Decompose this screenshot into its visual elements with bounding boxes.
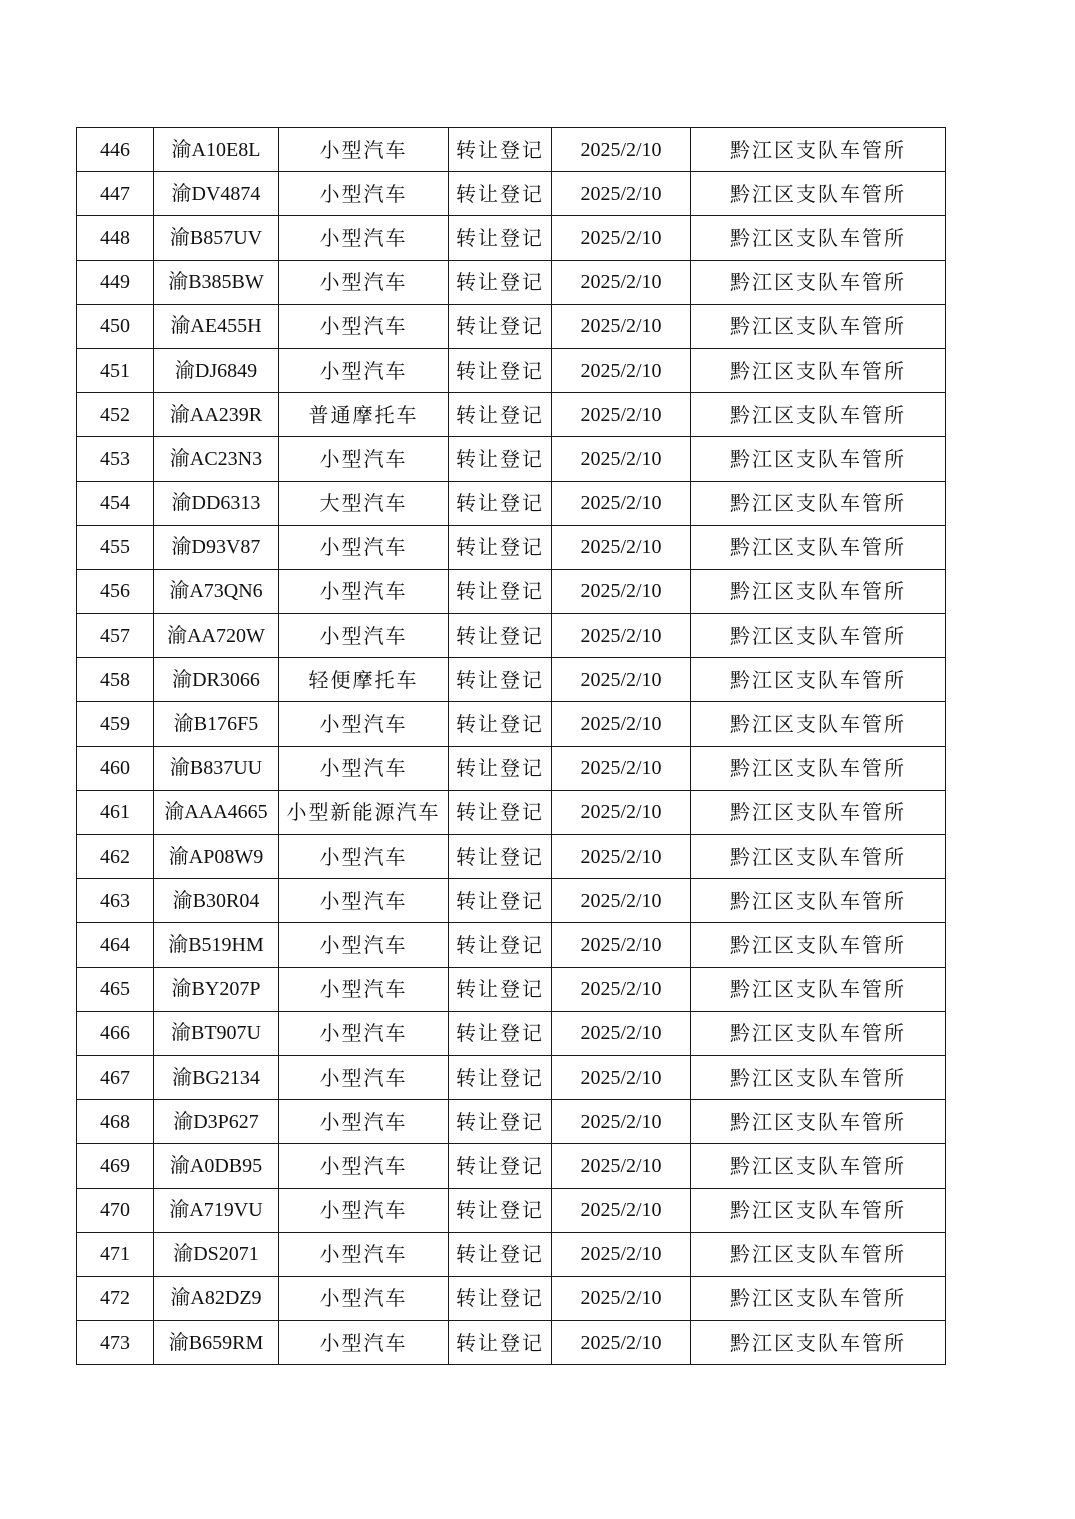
vehicle-type-cell: 小型汽车 — [279, 967, 449, 1011]
business-type-cell: 转让登记 — [449, 923, 552, 967]
date-cell: 2025/2/10 — [552, 1144, 691, 1188]
plate-number-cell: 渝BT907U — [154, 1011, 279, 1055]
business-type-cell: 转让登记 — [449, 1232, 552, 1276]
row-number-cell: 467 — [77, 1055, 154, 1099]
table-row — [77, 348, 946, 392]
table-row — [77, 1232, 946, 1276]
office-cell: 黔江区支队车管所 — [691, 923, 946, 967]
business-type-cell: 转让登记 — [449, 260, 552, 304]
row-number-cell: 456 — [77, 569, 154, 613]
office-cell: 黔江区支队车管所 — [691, 1232, 946, 1276]
vehicle-type-cell: 小型汽车 — [279, 614, 449, 658]
business-type-cell: 转让登记 — [449, 967, 552, 1011]
plate-number-cell: 渝AAA4665 — [154, 790, 279, 834]
plate-number-cell: 渝B519HM — [154, 923, 279, 967]
date-cell: 2025/2/10 — [552, 1011, 691, 1055]
office-cell: 黔江区支队车管所 — [691, 879, 946, 923]
office-cell: 黔江区支队车管所 — [691, 216, 946, 260]
plate-number-cell: 渝B176F5 — [154, 702, 279, 746]
plate-number-cell: 渝DV4874 — [154, 172, 279, 216]
row-number-cell: 465 — [77, 967, 154, 1011]
table-row — [77, 481, 946, 525]
office-cell: 黔江区支队车管所 — [691, 1321, 946, 1365]
row-number-cell: 457 — [77, 614, 154, 658]
office-cell: 黔江区支队车管所 — [691, 658, 946, 702]
business-type-cell: 转让登记 — [449, 658, 552, 702]
table-row — [77, 216, 946, 260]
vehicle-type-cell: 小型汽车 — [279, 569, 449, 613]
vehicle-type-cell: 小型汽车 — [279, 702, 449, 746]
business-type-cell: 转让登记 — [449, 879, 552, 923]
date-cell: 2025/2/10 — [552, 437, 691, 481]
table-row — [77, 879, 946, 923]
date-cell: 2025/2/10 — [552, 879, 691, 923]
plate-number-cell: 渝BG2134 — [154, 1055, 279, 1099]
vehicle-type-cell: 小型汽车 — [279, 172, 449, 216]
vehicle-type-cell: 小型汽车 — [279, 525, 449, 569]
vehicle-type-cell: 小型汽车 — [279, 1100, 449, 1144]
date-cell: 2025/2/10 — [552, 746, 691, 790]
business-type-cell: 转让登记 — [449, 481, 552, 525]
row-number-cell: 449 — [77, 260, 154, 304]
date-cell: 2025/2/10 — [552, 614, 691, 658]
row-number-cell: 454 — [77, 481, 154, 525]
row-number-cell: 464 — [77, 923, 154, 967]
plate-number-cell: 渝A10E8L — [154, 128, 279, 172]
office-cell: 黔江区支队车管所 — [691, 304, 946, 348]
business-type-cell: 转让登记 — [449, 128, 552, 172]
office-cell: 黔江区支队车管所 — [691, 1144, 946, 1188]
table-row — [77, 746, 946, 790]
business-type-cell: 转让登记 — [449, 1144, 552, 1188]
vehicle-type-cell: 普通摩托车 — [279, 393, 449, 437]
vehicle-type-cell: 小型汽车 — [279, 260, 449, 304]
table-row — [77, 304, 946, 348]
row-number-cell: 472 — [77, 1276, 154, 1320]
date-cell: 2025/2/10 — [552, 260, 691, 304]
plate-number-cell: 渝AA720W — [154, 614, 279, 658]
row-number-cell: 459 — [77, 702, 154, 746]
plate-number-cell: 渝A0DB95 — [154, 1144, 279, 1188]
office-cell: 黔江区支队车管所 — [691, 1055, 946, 1099]
date-cell: 2025/2/10 — [552, 569, 691, 613]
plate-number-cell: 渝B837UU — [154, 746, 279, 790]
vehicle-type-cell: 小型汽车 — [279, 128, 449, 172]
plate-number-cell: 渝DS2071 — [154, 1232, 279, 1276]
plate-number-cell: 渝DR3066 — [154, 658, 279, 702]
vehicle-type-cell: 小型汽车 — [279, 1011, 449, 1055]
date-cell: 2025/2/10 — [552, 702, 691, 746]
office-cell: 黔江区支队车管所 — [691, 260, 946, 304]
date-cell: 2025/2/10 — [552, 1276, 691, 1320]
office-cell: 黔江区支队车管所 — [691, 437, 946, 481]
business-type-cell: 转让登记 — [449, 1055, 552, 1099]
plate-number-cell: 渝A73QN6 — [154, 569, 279, 613]
plate-number-cell: 渝A719VU — [154, 1188, 279, 1232]
table-row — [77, 260, 946, 304]
business-type-cell: 转让登记 — [449, 614, 552, 658]
date-cell: 2025/2/10 — [552, 525, 691, 569]
office-cell: 黔江区支队车管所 — [691, 790, 946, 834]
row-number-cell: 469 — [77, 1144, 154, 1188]
row-number-cell: 451 — [77, 348, 154, 392]
table-row — [77, 437, 946, 481]
row-number-cell: 452 — [77, 393, 154, 437]
row-number-cell: 466 — [77, 1011, 154, 1055]
table-row — [77, 1055, 946, 1099]
date-cell: 2025/2/10 — [552, 1055, 691, 1099]
table-body — [77, 128, 946, 1365]
plate-number-cell: 渝B659RM — [154, 1321, 279, 1365]
business-type-cell: 转让登记 — [449, 1100, 552, 1144]
business-type-cell: 转让登记 — [449, 702, 552, 746]
office-cell: 黔江区支队车管所 — [691, 525, 946, 569]
date-cell: 2025/2/10 — [552, 1100, 691, 1144]
date-cell: 2025/2/10 — [552, 835, 691, 879]
plate-number-cell: 渝D3P627 — [154, 1100, 279, 1144]
date-cell: 2025/2/10 — [552, 348, 691, 392]
vehicle-type-cell: 小型汽车 — [279, 879, 449, 923]
table-row — [77, 702, 946, 746]
row-number-cell: 468 — [77, 1100, 154, 1144]
table-row — [77, 835, 946, 879]
office-cell: 黔江区支队车管所 — [691, 172, 946, 216]
table-row — [77, 128, 946, 172]
table-row — [77, 1144, 946, 1188]
office-cell: 黔江区支队车管所 — [691, 746, 946, 790]
office-cell: 黔江区支队车管所 — [691, 614, 946, 658]
plate-number-cell: 渝DD6313 — [154, 481, 279, 525]
plate-number-cell: 渝B385BW — [154, 260, 279, 304]
date-cell: 2025/2/10 — [552, 1188, 691, 1232]
table-row — [77, 1276, 946, 1320]
vehicle-type-cell: 小型汽车 — [279, 835, 449, 879]
office-cell: 黔江区支队车管所 — [691, 702, 946, 746]
plate-number-cell: 渝AP08W9 — [154, 835, 279, 879]
vehicle-record-table — [76, 127, 946, 1365]
vehicle-type-cell: 轻便摩托车 — [279, 658, 449, 702]
date-cell: 2025/2/10 — [552, 658, 691, 702]
business-type-cell: 转让登记 — [449, 746, 552, 790]
vehicle-type-cell: 小型汽车 — [279, 437, 449, 481]
plate-number-cell: 渝AA239R — [154, 393, 279, 437]
office-cell: 黔江区支队车管所 — [691, 835, 946, 879]
vehicle-type-cell: 小型汽车 — [279, 216, 449, 260]
vehicle-type-cell: 小型汽车 — [279, 348, 449, 392]
table-row — [77, 923, 946, 967]
date-cell: 2025/2/10 — [552, 393, 691, 437]
table-row — [77, 614, 946, 658]
business-type-cell: 转让登记 — [449, 569, 552, 613]
table-row — [77, 790, 946, 834]
plate-number-cell: 渝B857UV — [154, 216, 279, 260]
business-type-cell: 转让登记 — [449, 1321, 552, 1365]
date-cell: 2025/2/10 — [552, 967, 691, 1011]
office-cell: 黔江区支队车管所 — [691, 1276, 946, 1320]
plate-number-cell: 渝B30R04 — [154, 879, 279, 923]
table-row — [77, 525, 946, 569]
table-row — [77, 569, 946, 613]
row-number-cell: 455 — [77, 525, 154, 569]
vehicle-type-cell: 小型汽车 — [279, 1188, 449, 1232]
plate-number-cell: 渝AC23N3 — [154, 437, 279, 481]
plate-number-cell: 渝DJ6849 — [154, 348, 279, 392]
business-type-cell: 转让登记 — [449, 216, 552, 260]
date-cell: 2025/2/10 — [552, 790, 691, 834]
office-cell: 黔江区支队车管所 — [691, 128, 946, 172]
business-type-cell: 转让登记 — [449, 790, 552, 834]
vehicle-type-cell: 大型汽车 — [279, 481, 449, 525]
vehicle-type-cell: 小型汽车 — [279, 1144, 449, 1188]
office-cell: 黔江区支队车管所 — [691, 1011, 946, 1055]
business-type-cell: 转让登记 — [449, 172, 552, 216]
table-row — [77, 393, 946, 437]
table-row — [77, 1188, 946, 1232]
vehicle-type-cell: 小型新能源汽车 — [279, 790, 449, 834]
row-number-cell: 450 — [77, 304, 154, 348]
row-number-cell: 471 — [77, 1232, 154, 1276]
row-number-cell: 446 — [77, 128, 154, 172]
business-type-cell: 转让登记 — [449, 437, 552, 481]
row-number-cell: 473 — [77, 1321, 154, 1365]
date-cell: 2025/2/10 — [552, 1232, 691, 1276]
table-row — [77, 172, 946, 216]
vehicle-type-cell: 小型汽车 — [279, 1055, 449, 1099]
plate-number-cell: 渝D93V87 — [154, 525, 279, 569]
business-type-cell: 转让登记 — [449, 1188, 552, 1232]
office-cell: 黔江区支队车管所 — [691, 348, 946, 392]
business-type-cell: 转让登记 — [449, 525, 552, 569]
row-number-cell: 458 — [77, 658, 154, 702]
date-cell: 2025/2/10 — [552, 216, 691, 260]
row-number-cell: 460 — [77, 746, 154, 790]
table-row — [77, 1321, 946, 1365]
business-type-cell: 转让登记 — [449, 393, 552, 437]
date-cell: 2025/2/10 — [552, 481, 691, 525]
date-cell: 2025/2/10 — [552, 304, 691, 348]
row-number-cell: 448 — [77, 216, 154, 260]
vehicle-type-cell: 小型汽车 — [279, 746, 449, 790]
business-type-cell: 转让登记 — [449, 348, 552, 392]
date-cell: 2025/2/10 — [552, 923, 691, 967]
vehicle-type-cell: 小型汽车 — [279, 1232, 449, 1276]
office-cell: 黔江区支队车管所 — [691, 967, 946, 1011]
row-number-cell: 463 — [77, 879, 154, 923]
business-type-cell: 转让登记 — [449, 835, 552, 879]
office-cell: 黔江区支队车管所 — [691, 1100, 946, 1144]
vehicle-type-cell: 小型汽车 — [279, 1321, 449, 1365]
plate-number-cell: 渝AE455H — [154, 304, 279, 348]
row-number-cell: 470 — [77, 1188, 154, 1232]
office-cell: 黔江区支队车管所 — [691, 1188, 946, 1232]
date-cell: 2025/2/10 — [552, 1321, 691, 1365]
business-type-cell: 转让登记 — [449, 1011, 552, 1055]
row-number-cell: 462 — [77, 835, 154, 879]
row-number-cell: 447 — [77, 172, 154, 216]
row-number-cell: 453 — [77, 437, 154, 481]
date-cell: 2025/2/10 — [552, 128, 691, 172]
business-type-cell: 转让登记 — [449, 1276, 552, 1320]
office-cell: 黔江区支队车管所 — [691, 481, 946, 525]
date-cell: 2025/2/10 — [552, 172, 691, 216]
vehicle-type-cell: 小型汽车 — [279, 304, 449, 348]
vehicle-type-cell: 小型汽车 — [279, 1276, 449, 1320]
table-row — [77, 1100, 946, 1144]
table-row — [77, 967, 946, 1011]
business-type-cell: 转让登记 — [449, 304, 552, 348]
plate-number-cell: 渝BY207P — [154, 967, 279, 1011]
vehicle-type-cell: 小型汽车 — [279, 923, 449, 967]
office-cell: 黔江区支队车管所 — [691, 393, 946, 437]
plate-number-cell: 渝A82DZ9 — [154, 1276, 279, 1320]
row-number-cell: 461 — [77, 790, 154, 834]
table-row — [77, 1011, 946, 1055]
office-cell: 黔江区支队车管所 — [691, 569, 946, 613]
table-row — [77, 658, 946, 702]
